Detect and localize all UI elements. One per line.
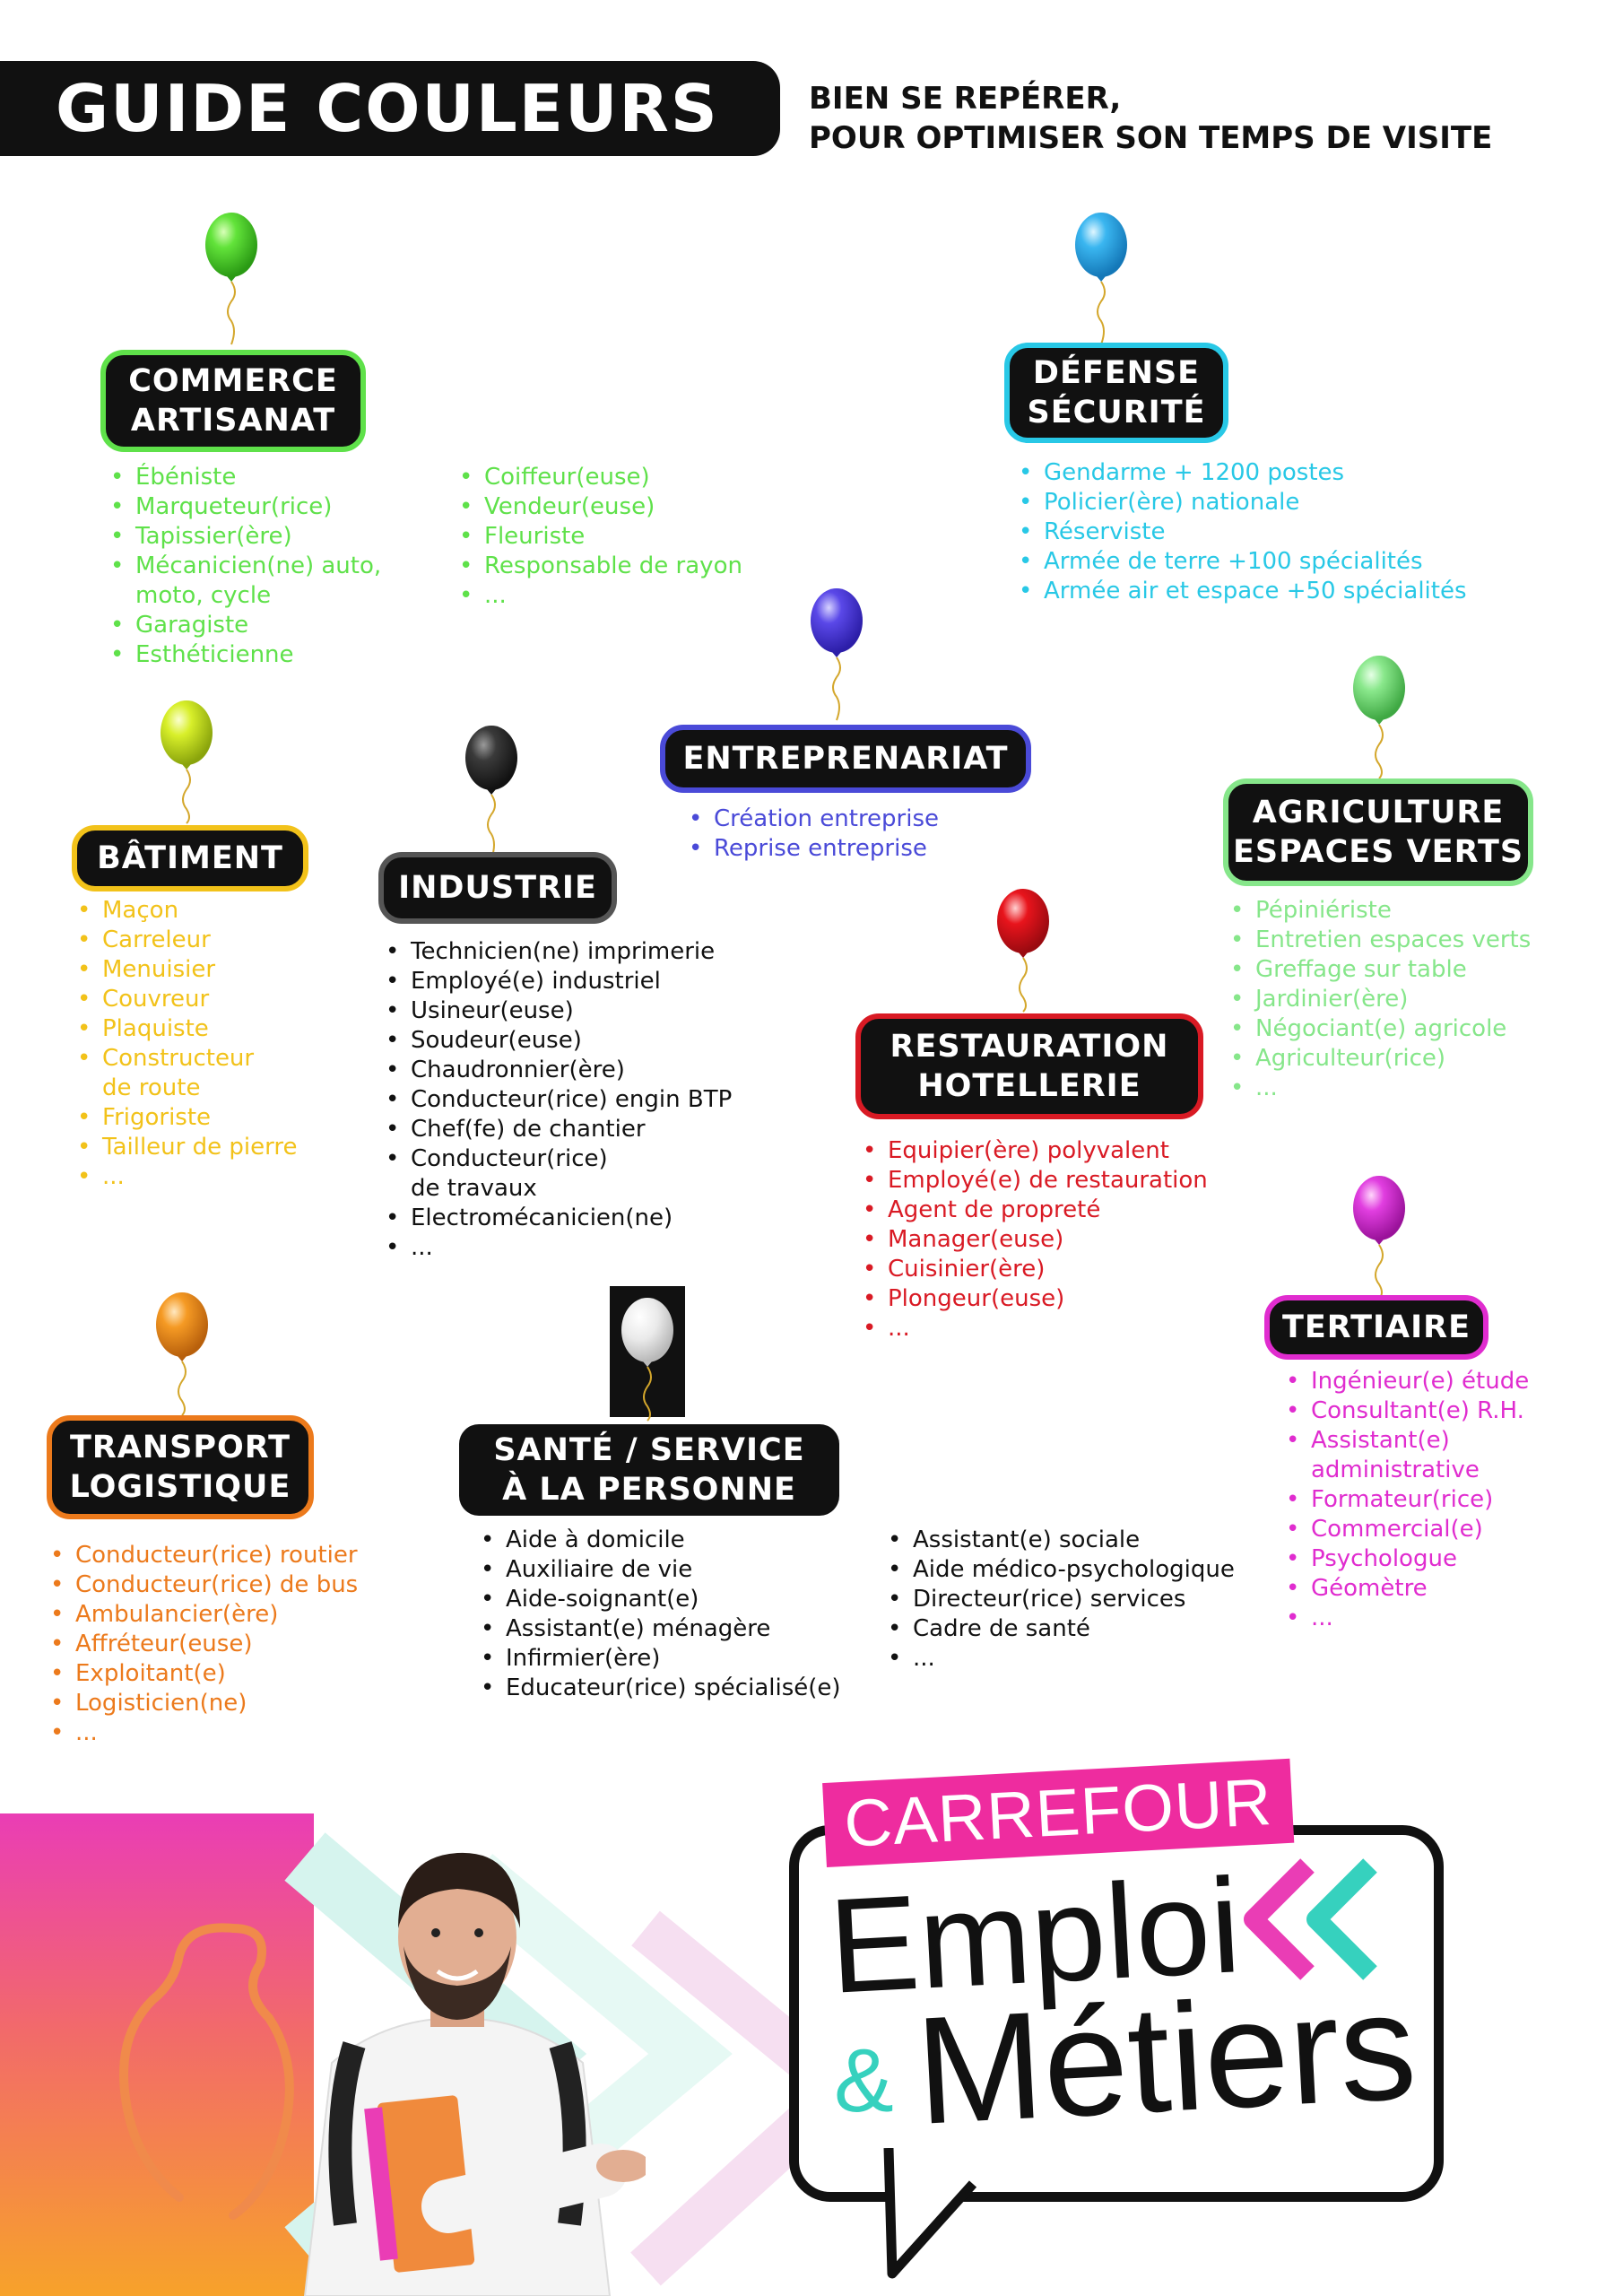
category-sante-service (459, 1424, 839, 1516)
category-title: ENTREPRENARIAT (682, 741, 1009, 777)
list-item: • Entretien espaces verts (1225, 926, 1610, 955)
list-item: • ... (454, 581, 777, 611)
list-item: • Agriculteur(rice) (1225, 1044, 1610, 1074)
list-item: • Vendeur(euse) (454, 492, 777, 522)
category-tertiaire (1264, 1295, 1488, 1360)
list-item: • Chef(fe) de chantier (380, 1115, 829, 1144)
list-item: • Conducteur(rice) (380, 1144, 829, 1174)
list-item: • Conducteur(rice) routier (45, 1541, 439, 1570)
balloon-lightgreen-icon (1352, 655, 1406, 789)
list-item: • Armée de terre +100 spécialités (1013, 547, 1551, 577)
list-item: • Esthéticienne (105, 640, 428, 670)
sante-list-col1 (475, 1526, 888, 1703)
list-item: • Responsable de rayon (454, 552, 777, 581)
commerce-list-col2 (454, 463, 777, 611)
balloon-orange-icon (155, 1292, 209, 1426)
logo-emploi-text: Emploi (825, 1849, 1245, 2022)
list-item: • Reprise entreprise (683, 834, 1042, 864)
category-defense-securite (1004, 343, 1228, 443)
category-title-line: ARTISANAT (130, 403, 336, 439)
logo-bubble-tail (883, 2148, 991, 2283)
list-item: • Assistant(e) ménagère (475, 1614, 888, 1644)
list-item: • Ambulancier(ère) (45, 1600, 439, 1630)
category-restauration-hotellerie (855, 1013, 1203, 1119)
category-entreprenariat (660, 725, 1031, 793)
list-item: • Formateur(rice) (1280, 1485, 1612, 1515)
category-title-line: SANTÉ / SERVICE (493, 1432, 805, 1468)
list-item: • Usineur(euse) (380, 996, 829, 1026)
list-item: • Cuisinier(ère) (857, 1255, 1270, 1284)
list-item: • Infirmier(ère) (475, 1644, 888, 1674)
list-item: • Coiffeur(euse) (454, 463, 777, 492)
list-item: • Equipier(ère) polyvalent (857, 1136, 1270, 1166)
list-item: • Cadre de santé (882, 1614, 1295, 1644)
list-item: • Logisticien(ne) (45, 1689, 439, 1718)
list-item: • Employé(e) de restauration (857, 1166, 1270, 1196)
tertiaire-list (1280, 1367, 1612, 1633)
list-item: • Commercial(e) (1280, 1515, 1612, 1544)
list-item: • Plaquiste (72, 1014, 377, 1044)
list-item: • Jardinier(ère) (1225, 985, 1610, 1014)
list-item: • Armée air et espace +50 spécialités (1013, 577, 1551, 606)
restauration-list (857, 1136, 1270, 1344)
category-agriculture-espaces-verts (1223, 778, 1533, 886)
category-title: TERTIAIRE (1281, 1309, 1471, 1345)
list-item: • Exploitant(e) (45, 1659, 439, 1689)
list-item: • Constructeur (72, 1044, 377, 1074)
list-item: • Gendarme + 1200 postes (1013, 458, 1551, 488)
logo-ampersand: & (834, 2031, 894, 2131)
list-item: • Maçon (72, 896, 377, 926)
list-item: • Directeur(rice) services (882, 1585, 1295, 1614)
list-item: • Educateur(rice) spécialisé(e) (475, 1674, 888, 1703)
category-commerce-artisanat (100, 350, 366, 452)
balloon-white-icon (621, 1297, 674, 1422)
list-item: • Marqueteur(rice) (105, 492, 428, 522)
category-industrie (378, 852, 617, 924)
balloon-purple-icon (810, 587, 864, 722)
list-item-continued: de travaux (411, 1175, 537, 1202)
list-item: • Aide médico-psychologique (882, 1555, 1295, 1585)
category-title-line: À LA PERSONNE (502, 1472, 796, 1508)
subtitle-line-2: POUR OPTIMISER SON TEMPS DE VISITE (809, 120, 1493, 156)
list-item: • Auxiliaire de vie (475, 1555, 888, 1585)
list-item: • Chaudronnier(ère) (380, 1056, 829, 1085)
list-item: • Employé(e) industriel (380, 967, 829, 996)
list-item: • Tapissier(ère) (105, 522, 428, 552)
list-item: • Aide à domicile (475, 1526, 888, 1555)
list-item: • Couvreur (72, 985, 377, 1014)
list-item: • ... (1225, 1074, 1610, 1103)
list-item: • Soudeur(euse) (380, 1026, 829, 1056)
list-item: • Garagiste (105, 611, 428, 640)
balloon-black-icon (464, 725, 518, 859)
person-illustration (269, 1830, 646, 2296)
category-title-line: DÉFENSE (1032, 355, 1201, 391)
list-item: • Manager(euse) (857, 1225, 1270, 1255)
list-item-continued: de route (102, 1074, 201, 1101)
list-item: • ... (1280, 1604, 1612, 1633)
balloon-magenta-icon (1352, 1175, 1406, 1309)
industrie-list (380, 937, 829, 1263)
list-item: • Agent de propreté (857, 1196, 1270, 1225)
category-title-line: AGRICULTURE (1252, 795, 1505, 831)
list-item-continued: administrative (1311, 1457, 1480, 1483)
category-title: BÂTIMENT (97, 840, 283, 876)
list-item: • Psychologue (1280, 1544, 1612, 1574)
batiment-list (72, 896, 377, 1192)
list-item: • ... (45, 1718, 439, 1748)
list-item: • Plongeur(euse) (857, 1284, 1270, 1314)
list-item: • Géomètre (1280, 1574, 1612, 1604)
list-item: • ... (72, 1162, 377, 1192)
list-item: • Aide-soignant(e) (475, 1585, 888, 1614)
agriculture-list (1225, 896, 1610, 1103)
list-item: • ... (857, 1314, 1270, 1344)
list-item: • Conducteur(rice) engin BTP (380, 1085, 829, 1115)
defense-list (1013, 458, 1551, 606)
list-item: • Carreleur (72, 926, 377, 955)
list-item: • Greffage sur table (1225, 955, 1610, 985)
list-item: • Menuisier (72, 955, 377, 985)
balloon-green-icon (204, 212, 258, 346)
page-subtitle (809, 79, 1492, 158)
category-title-line: ESPACES VERTS (1232, 834, 1524, 870)
list-item: • Affréteur(euse) (45, 1630, 439, 1659)
list-item: • Consultant(e) R.H. (1280, 1396, 1612, 1426)
list-item: • Policier(ère) nationale (1013, 488, 1551, 517)
list-item: • Création entreprise (683, 804, 1042, 834)
list-item: • ... (882, 1644, 1295, 1674)
balloon-yellow-icon (160, 700, 213, 834)
list-item: • Négociant(e) agricole (1225, 1014, 1610, 1044)
list-item: • Ingénieur(e) étude (1280, 1367, 1612, 1396)
list-item: • Tailleur de pierre (72, 1133, 377, 1162)
entreprenariat-list (683, 804, 1042, 864)
logo-carrefour-tag: CARREFOUR (822, 1759, 1294, 1867)
category-title-line: HOTELLERIE (917, 1068, 1141, 1104)
list-item: • Ébéniste (105, 463, 428, 492)
list-item-continued: moto, cycle (135, 582, 272, 609)
list-item: • Assistant(e) sociale (882, 1526, 1295, 1555)
category-title-line: SÉCURITÉ (1027, 395, 1206, 430)
list-item: • Fleuriste (454, 522, 777, 552)
category-title-line: COMMERCE (128, 363, 338, 399)
category-batiment (72, 825, 308, 891)
category-transport-logistique (47, 1415, 314, 1519)
balloon-blue-icon (1074, 212, 1128, 346)
list-item: • Electromécanicien(ne) (380, 1204, 829, 1233)
category-title: INDUSTRIE (398, 870, 597, 906)
subtitle-line-1: BIEN SE REPÉRER, (809, 81, 1122, 117)
list-item: • Réserviste (1013, 517, 1551, 547)
list-item: • Technicien(ne) imprimerie (380, 937, 829, 967)
category-title-line: TRANSPORT (69, 1430, 291, 1465)
balloon-red-icon (996, 888, 1050, 1022)
category-title-line: RESTAURATION (890, 1029, 1169, 1065)
list-item: • Frigoriste (72, 1103, 377, 1133)
list-item: • Assistant(e) (1280, 1426, 1612, 1456)
list-item: • Mécanicien(ne) auto, (105, 552, 428, 581)
list-item: • Conducteur(rice) de bus (45, 1570, 439, 1600)
transport-list (45, 1541, 439, 1748)
commerce-list-col1 (105, 463, 428, 670)
sante-list-col2 (882, 1526, 1295, 1674)
list-item: • Pépiniériste (1225, 896, 1610, 926)
logo-metiers-text: Métiers (912, 1960, 1420, 2157)
page-title: GUIDE COULEURS (0, 61, 780, 156)
category-title-line: LOGISTIQUE (69, 1469, 291, 1505)
list-item: • ... (380, 1233, 829, 1263)
